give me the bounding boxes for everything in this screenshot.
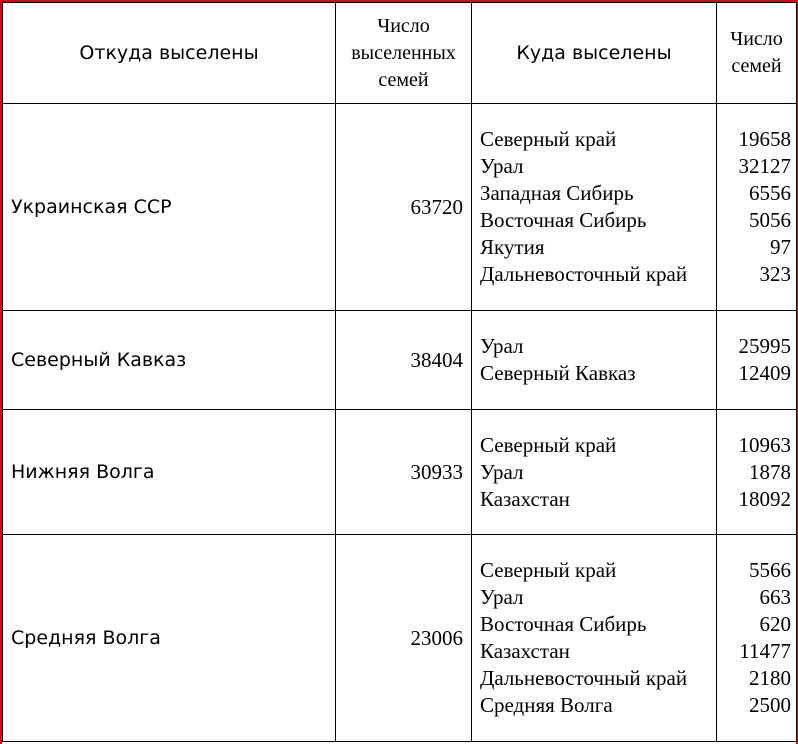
destination-name: Дальневосточный край	[480, 666, 688, 690]
region-from: Средняя Волга	[3, 535, 336, 742]
destination-families-list	[717, 311, 797, 410]
destination-families: 2500	[749, 693, 791, 717]
destination-families: 10963	[738, 432, 791, 457]
destination-families: 5056	[749, 208, 791, 232]
header-to: Куда выселены	[472, 3, 717, 104]
destination-name: Северный край	[480, 127, 617, 151]
destination-name: Средняя Волга	[480, 693, 613, 717]
destination-families: 12409	[738, 361, 791, 385]
destination-name: Дальневосточный край	[480, 262, 688, 286]
table-row	[3, 410, 797, 535]
destination-families: 663	[759, 585, 791, 609]
table-row	[3, 535, 797, 742]
destination-list	[472, 535, 717, 742]
region-from: Северный Кавказ	[3, 311, 336, 410]
destination-families: 5566	[749, 558, 791, 582]
destination-name: Урал	[480, 154, 524, 178]
destination-name: Северный край	[480, 558, 617, 582]
destination-families-list	[717, 535, 797, 742]
table-row	[3, 104, 797, 311]
destination-name: Урал	[480, 334, 524, 358]
header-families-evicted: Число выселенных семей	[336, 3, 472, 104]
destination-name: Якутия	[480, 235, 545, 259]
destination-families-list	[717, 410, 797, 535]
destination-families: 620	[759, 612, 791, 636]
destination-name: Урал	[480, 459, 524, 484]
header-row	[3, 3, 797, 104]
region-from: Украинская ССР	[3, 104, 336, 311]
destination-name: Казахстан	[480, 639, 570, 663]
destination-families: 25995	[738, 334, 791, 358]
families-evicted-count: 30933	[336, 410, 472, 535]
deportation-table	[2, 2, 797, 742]
region-from: Нижняя Волга	[3, 410, 336, 535]
destination-list	[472, 410, 717, 535]
destination-name: Северный Кавказ	[480, 361, 636, 385]
destination-name: Урал	[480, 585, 524, 609]
destination-list	[472, 104, 717, 311]
destination-name: Казахстан	[480, 486, 570, 511]
destination-families: 323	[759, 262, 791, 286]
families-evicted-count: 38404	[336, 311, 472, 410]
destination-families: 32127	[738, 154, 791, 178]
families-evicted-count: 23006	[336, 535, 472, 742]
table-row	[3, 311, 797, 410]
destination-name: Северный край	[480, 432, 617, 457]
destination-families: 1878	[749, 459, 791, 484]
destination-name: Западная Сибирь	[480, 181, 634, 205]
destination-families: 19658	[738, 127, 791, 151]
header-families: Число семей	[717, 3, 797, 104]
families-evicted-count: 63720	[336, 104, 472, 311]
destination-list	[472, 311, 717, 410]
destination-name: Восточная Сибирь	[480, 612, 647, 636]
destination-families: 97	[770, 235, 791, 259]
header-from: Откуда выселены	[3, 3, 336, 104]
destination-families-list	[717, 104, 797, 311]
destination-name: Восточная Сибирь	[480, 208, 647, 232]
destination-families: 18092	[738, 486, 791, 511]
destination-families: 6556	[749, 181, 791, 205]
destination-families: 11477	[739, 639, 791, 663]
destination-families: 2180	[749, 666, 791, 690]
